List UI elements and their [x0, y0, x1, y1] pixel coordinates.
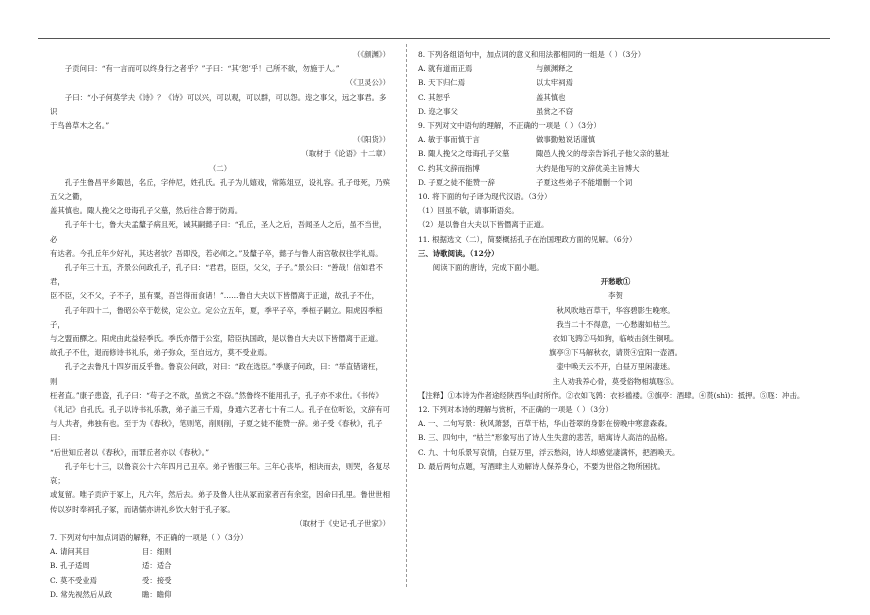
poem-intro: 阅读下面的唐诗，完成下面小题。 [432, 263, 544, 273]
text-line: 与人共者，弗独有也。至于为《春秋》，笔则笔，削则削，子夏之徒不能赞一辞。弟子受《春秋》，孔子曰： [50, 419, 383, 443]
text-line: 或复留。唯子贡庐于冢上，凡六年，然后去。弟子及鲁人往从冢而家者百有余室，因命曰孔里。鲁世世相 [50, 490, 390, 500]
poem-line: 旗亭③下马解秋衣，请贳④宜阳一壶酒。 [548, 348, 683, 358]
option-text: 以太牢祠焉 [536, 78, 573, 88]
text-line: 孔子年十七，鲁大夫孟釐子病且死，诫其嗣懿子曰：“孔丘，圣人之后，吾闻圣人之后，虽不当世，必 [50, 220, 387, 244]
text-line: 孔子生鲁昌平乡陬邑，名丘，字仲尼，姓孔氏。孔子为儿嬉戏，常陈俎豆，设礼容。孔子母死，乃殡五父之衢， [50, 177, 390, 202]
column-divider [406, 44, 407, 587]
option-gloss: 目：细则 [142, 547, 172, 557]
section-heading: 三、诗歌阅读。（12分） [418, 248, 499, 258]
q9-option [418, 162, 813, 176]
q12-option: A. 一、二句写景：秋风萧瑟，百草干枯，华山苍翠的身影在傍晚中寒意森森。 [418, 419, 672, 429]
text-line: 传以岁时奉祠孔子冢，而诸儒亦讲礼乡饮大射于孔子冢。 [50, 504, 235, 514]
option-text: 大约是他写的文辞优美主旨博大 [536, 163, 640, 173]
q7-option [50, 559, 390, 573]
option-text: 陬邑人挽父的母亲告诉孔子他父亲的墓址 [536, 149, 670, 159]
q7-option [50, 588, 390, 602]
text-line: 子曰：“小子何莫学夫《诗》？《诗》可以兴，可以观，可以群，可以怨。迩之事父，远之事君。多识 [50, 92, 387, 116]
option-text: C. 其恕乎 [418, 92, 451, 102]
text-line: 孔子年三十五，齐景公问政孔子，孔子曰：“君君，臣臣，父父，子子。”景公曰：“善哉！信如君不君， [50, 263, 383, 287]
q8-option [418, 91, 813, 105]
text-line: 盖其慎也。陬人挽父之母诲孔子父墓，然后往合葬于防焉。 [50, 206, 243, 216]
option-text: D. 子夏之徒不能赞一辞 [418, 177, 495, 187]
text-line: 7. 下列对句中加点词语的解释，不正确的一项是（ ）（3分） [50, 532, 248, 542]
text-line: （《卫灵公》） [345, 78, 390, 88]
option-gloss: 瞻：瞻仰 [142, 589, 172, 599]
text-line: （取材于《史记·孔子世家》） [295, 518, 390, 528]
text-line: 子贡问曰：“有一言而可以终身行之者乎？”子曰：“其‘恕’乎！己所不欲，勿施于人。” [64, 64, 340, 74]
text-line: 孔子年七十三，以鲁哀公十六年四月己丑卒。弟子皆服三年。三年心丧毕，相诀而去，则哭，各复尽哀； [50, 461, 390, 486]
option-text: D. 迩之事父 [418, 106, 458, 116]
text-line: 臣不臣，父不父，子不子，虽有粟，吾岂得而食诸！”……鲁自大夫以下皆僭离于正道，故孔子不仕， [50, 291, 379, 301]
text-line: 与之盟而醳之。阳虎由此益轻季氏。季氏亦僭于公室，陪臣执国政，是以鲁自大夫以下皆僭离于正道。 [50, 334, 383, 344]
option-text: 子夏这些弟子不能增删一个词 [536, 177, 633, 187]
poem-line: 秋风吹地百草干，华容碧影生晚寒。 [556, 305, 675, 315]
q12-option: D. 最后两句点题，写酒肆主人劝解诗人保养身心，不要为世俗之物所困扰。 [418, 461, 665, 471]
poem-note: 【注释】①本诗为作者途经陕西华山时所作。②衣如飞鹑：衣衫褴褛。③旗亭：酒肆。④贳(shì)：抵押。⑤豗：冲击。 [418, 390, 805, 400]
poem-line: 衣如飞鹑②马如狗，临岐击剑生铜吼。 [552, 334, 679, 344]
q8-option [418, 105, 813, 119]
poem-line: 主人劝我养心骨，莫受俗物相填豗⑤。 [552, 376, 679, 386]
poet-name: 李贺 [608, 291, 623, 301]
poem-line: 我当二十不得意，一心愁谢如枯兰。 [556, 319, 675, 329]
text-line: 枉者直。”康子患盗，孔子曰：“苟子之不欲，虽赏之不窃。”然鲁终不能用孔子，孔子亦不求仕。《书传》 [50, 390, 383, 400]
text-line: 故孔子不仕，退而修诗书礼乐，弟子弥众，至自远方，莫不受业焉。 [50, 348, 272, 358]
text-line: （《阳货》） [353, 135, 390, 145]
option-text: 与颜渊释之 [536, 64, 573, 74]
q12-option: B. 三、四句中，“枯兰”形象写出了诗人生失意的悲苦，暗寓诗人高洁的品格。 [418, 433, 673, 443]
text-line: （二） [208, 163, 232, 173]
q8-title: 8. 下列各组语句中，加点词的意义和用法都相同的一组是（ ）（3分） [418, 50, 646, 59]
text-line: 于鸟兽草木之名。” [50, 121, 110, 131]
top-rule [38, 38, 830, 39]
text-line: 孔子之去鲁凡十四岁而反乎鲁。鲁哀公问政，对曰：“政在选臣。”季康子问政，曰：“举直错诸枉，则 [50, 362, 383, 386]
option-text: D. 常先视然后从政 [50, 589, 113, 599]
option-text: C. 约其文辞而指博 [418, 163, 480, 173]
option-text: A. 就有道而正焉 [418, 64, 473, 74]
q7-option [50, 545, 390, 559]
q8-option [418, 76, 813, 90]
q9-option [418, 147, 813, 161]
poem-title: 开愁歌① [600, 277, 631, 287]
text-line: 《礼记》自孔氏。孔子以诗书礼乐教，弟子盖三千焉，身通六艺者七十有二人。孔子在位听讼，文辞有可 [50, 405, 390, 415]
option-text: A. 请问其目 [50, 547, 90, 557]
poem-line: 壶中唤天云不开，白昼万里闲凄迷。 [556, 362, 675, 372]
q10-item: （2）是以鲁自大夫以下皆僭离于正道。 [418, 220, 549, 230]
option-text: B. 天下归仁焉 [418, 78, 466, 88]
q9-option [418, 133, 813, 147]
option-text: A. 敏于事而慎于言 [418, 135, 480, 145]
q10-title: 10. 将下面的句子译为现代汉语。（3分） [418, 192, 552, 202]
option-text: B. 孔子适周 [50, 561, 90, 571]
q10-item: （1）回虽不敏，请事斯语矣。 [418, 206, 519, 216]
text-line: 有达者。今孔丘年少好礼，其达者欤？吾即没，若必师之。”及釐子卒，懿子与鲁人南宫敬叔往学礼焉。 [50, 248, 383, 258]
right-column [418, 48, 813, 474]
q8-option [418, 62, 813, 76]
option-gloss: 适：适合 [142, 561, 172, 571]
text-line: “后世知丘者以《春秋》，而罪丘者亦以《春秋》。” [50, 447, 210, 457]
option-gloss: 受：接受 [142, 575, 172, 585]
text-line: 孔子年四十二，鲁昭公卒于乾侯，定公立。定公立五年，夏，季平子卒，季桓子嗣立。阳虎囚季桓子， [50, 305, 383, 329]
option-text: C. 莫不受业焉 [50, 575, 98, 585]
text-line: （取材于《论语》十二章） [301, 149, 390, 159]
q12-title: 12. 下列对本诗的理解与赏析，不正确的一项是（ ）（3分） [418, 405, 613, 415]
q9-title: 9. 下列对文中语句的理解，不正确的一项是（ ）（3分） [418, 121, 601, 131]
option-text: 虽赏之不窃 [536, 106, 573, 116]
q11-title: 11. 根据选文（二），简要概括孔子在治国理政方面的见解。（6分） [418, 234, 637, 244]
q9-option [418, 176, 813, 190]
q7-option [50, 574, 390, 588]
left-column [50, 48, 390, 602]
option-text: 盖其慎也 [536, 92, 566, 102]
q12-option: C. 九、十句乐景写哀情，白昼万里，浮云愁闷，诗人却感觉凄满怀，把酒唤天。 [418, 447, 680, 457]
option-text: B. 陬人挽父之母诲孔子父墓 [418, 149, 510, 159]
option-text: 做事勤勉说话谨慎 [536, 135, 596, 145]
text-line: （《颜渊》） [353, 50, 390, 59]
